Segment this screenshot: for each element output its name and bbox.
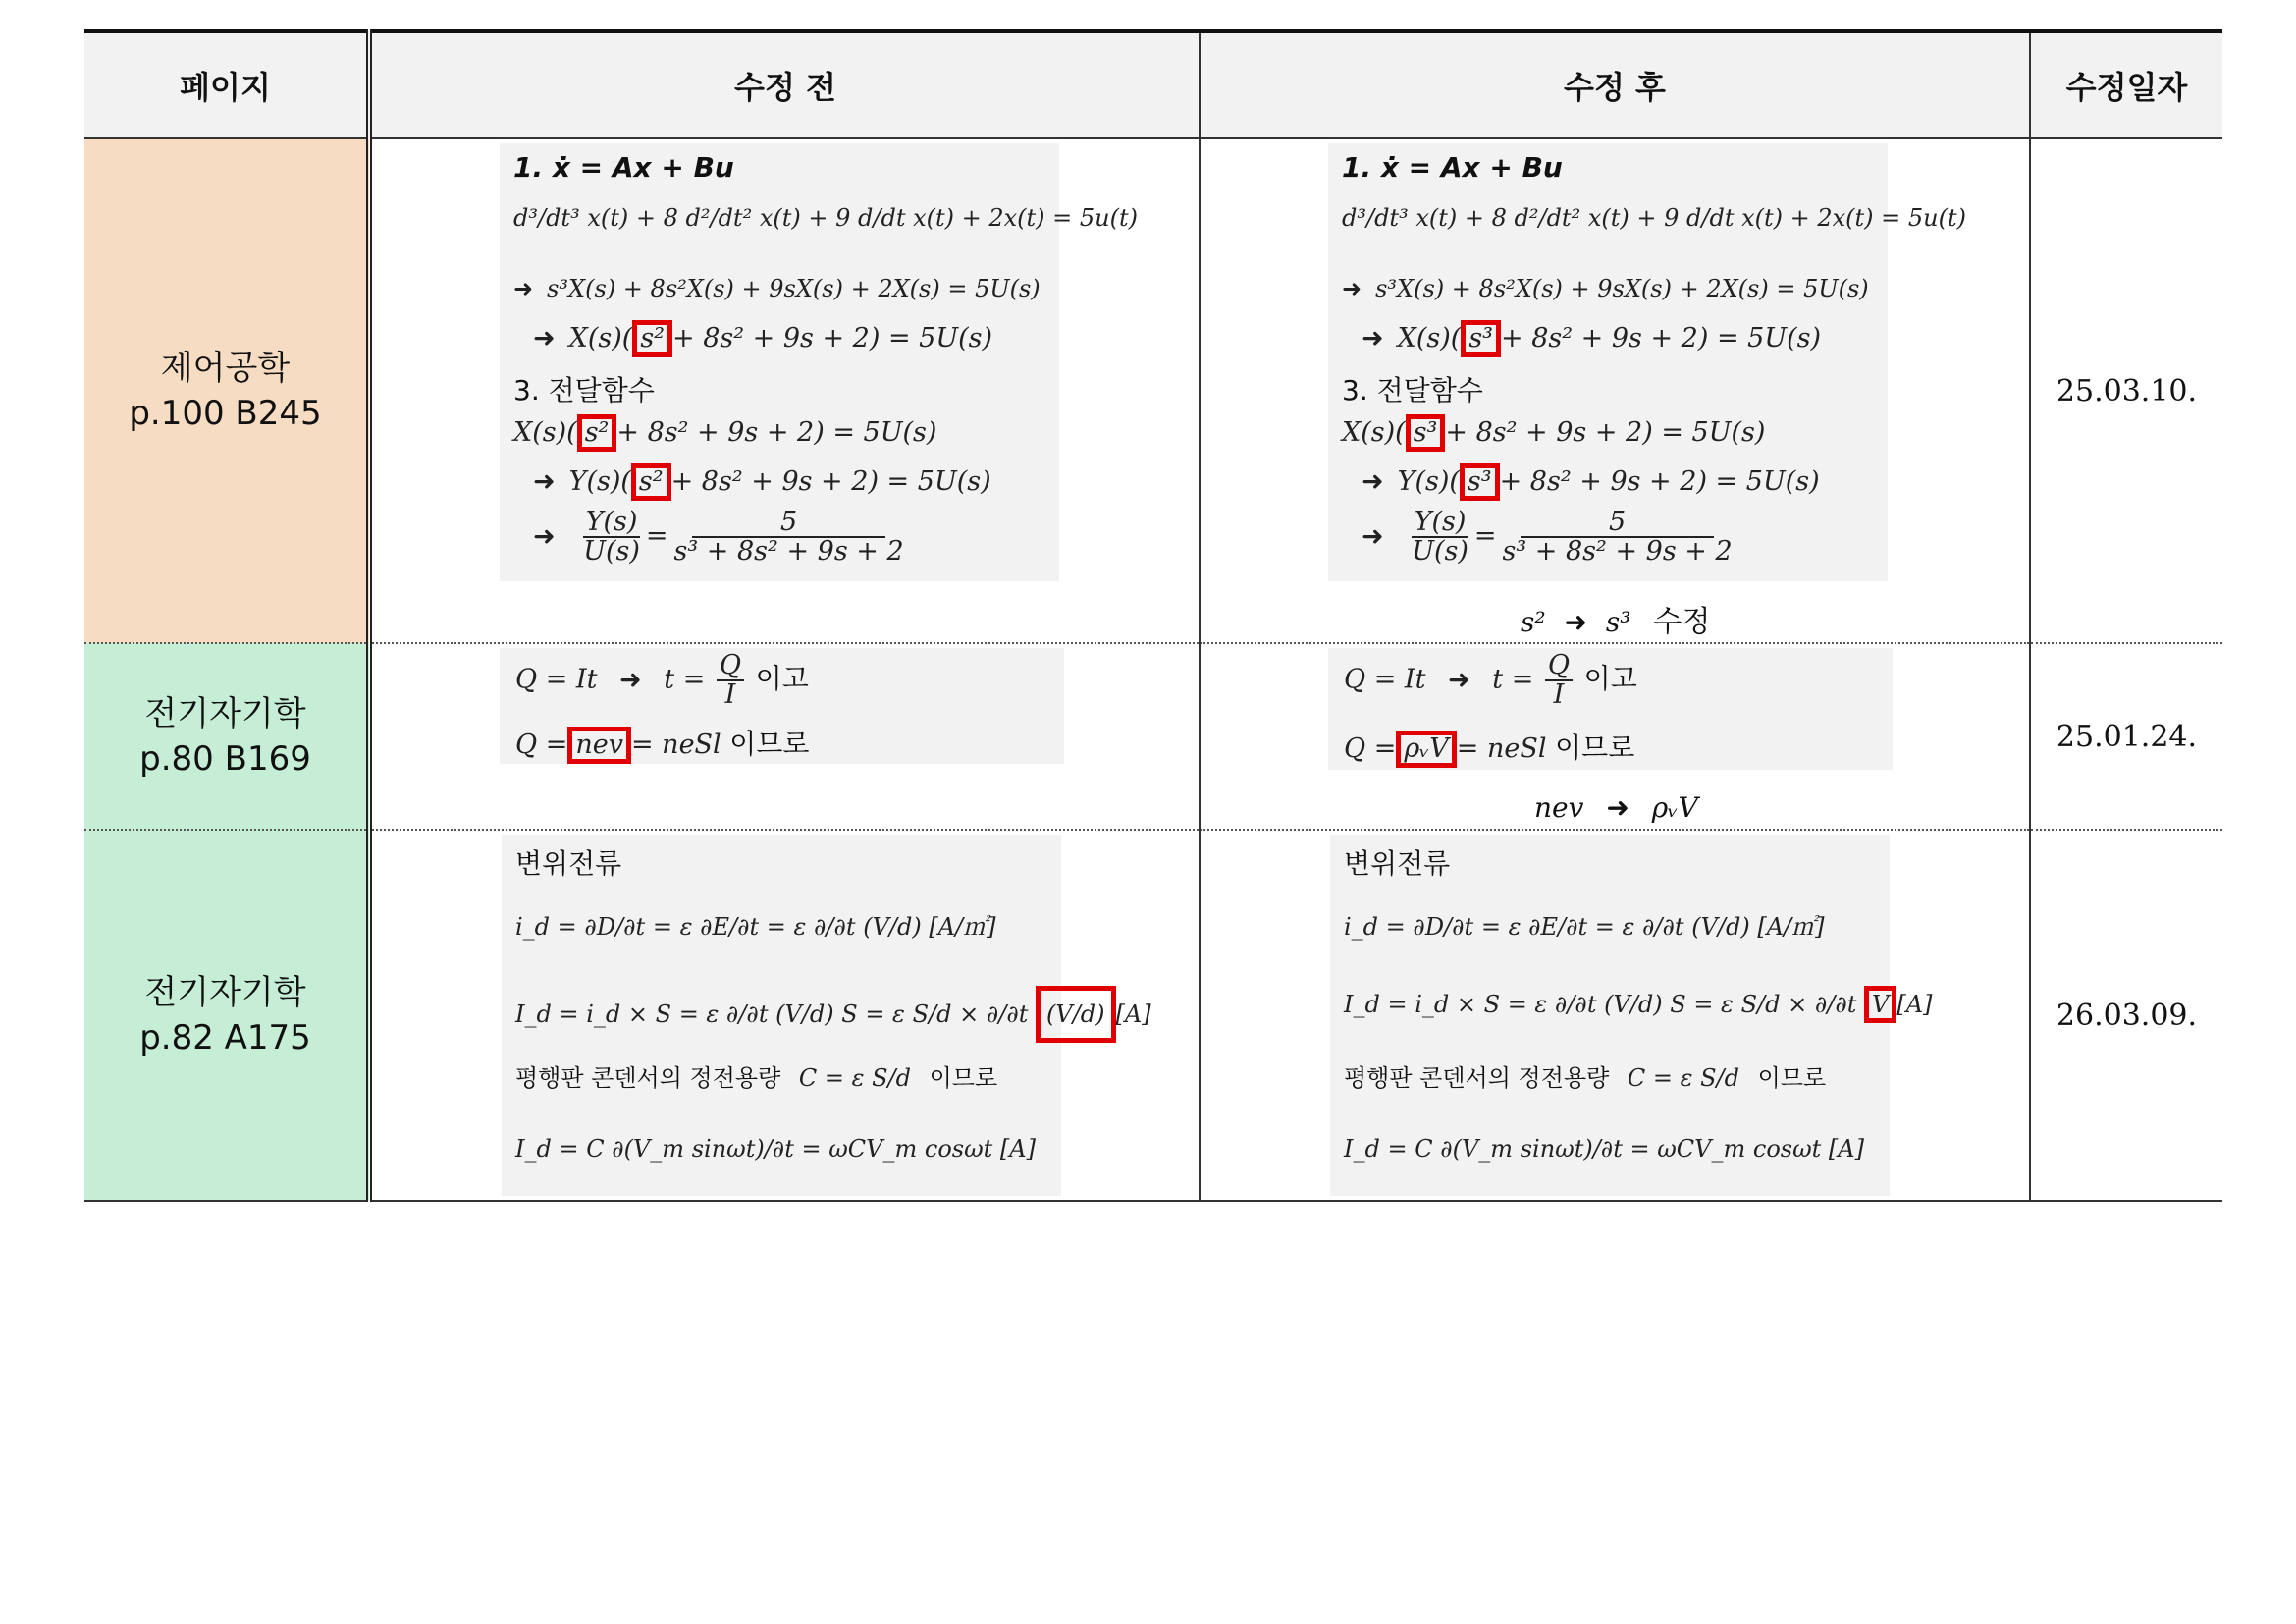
frac-num: Y(s) — [583, 509, 641, 538]
math-image-before — [502, 835, 1151, 1196]
frac-den: s³ + 8s² + 9s + 2 — [1502, 536, 1733, 567]
text-imeuro: 이므로 — [1757, 1064, 1827, 1092]
frac-den: I — [724, 679, 736, 710]
page-ref: p.100 B245 — [129, 394, 322, 433]
highlight-box: s³ — [1460, 463, 1500, 501]
text-imeuro: 이므로 — [729, 728, 810, 760]
subject-name: 제어공학 — [160, 349, 291, 388]
note-from: nev — [1534, 791, 1584, 824]
before-cell — [369, 830, 1200, 1201]
highlight-box: (V/d) — [1036, 986, 1116, 1043]
eq-suffix: + 8s² + 9s + 2) = 5U(s) — [1499, 466, 1820, 497]
before-cell — [369, 643, 1200, 830]
math-image-after — [1328, 648, 1893, 770]
table-row — [84, 830, 2222, 1201]
arrow-icon: ➜ — [533, 466, 556, 497]
header-after: 수정 후 — [1200, 31, 2030, 138]
highlight-box: s² — [632, 320, 672, 357]
transfer-fraction-right — [671, 509, 907, 566]
arrow-icon: ➜ — [1362, 520, 1384, 552]
header-row — [84, 31, 2222, 138]
eq-charge: Q = It — [515, 664, 598, 695]
differential-equation: d³/dt³ x(t) + 8 d²/dt² x(t) + 9 d/dt x(t) + 2x(t) = 5u(t) — [513, 204, 1138, 232]
eq-suffix: + 8s² + 9s + 2) = 5U(s) — [672, 323, 993, 353]
arrow-icon: ➜ — [1564, 606, 1587, 638]
state-equation: 1. ẋ = Ax + Bu — [513, 151, 734, 184]
transfer-fraction-left — [580, 509, 643, 566]
header-page: 페이지 — [84, 31, 369, 138]
frac-num: Y(s) — [1412, 509, 1469, 538]
eq-prefix: X(s)( — [568, 323, 633, 353]
highlight-box: s³ — [1461, 320, 1501, 357]
arrow-icon: ➜ — [1606, 791, 1629, 824]
frac-den: U(s) — [583, 536, 640, 567]
eq-suffix: [A] — [1115, 1001, 1151, 1028]
date-cell: 25.01.24. — [2030, 643, 2222, 830]
eq-prefix: I_d = i_d × S = ε ∂/∂t (V/d) S = ε S/d × ∂/∂t — [1344, 991, 1857, 1018]
frac-num: 5 — [1521, 509, 1714, 538]
arrow-icon: ➜ — [1342, 275, 1362, 302]
current-eq: I_d = C ∂(V_m sinωt)/∂t = ωCV_m cosωt [A] — [1344, 1135, 1864, 1163]
eq-prefix: Y(s)( — [1397, 466, 1460, 497]
arrow-icon: ➜ — [1362, 466, 1384, 497]
page-ref-cell — [84, 643, 369, 830]
laplace-equation: s³X(s) + 8s²X(s) + 9sX(s) + 2X(s) = 5U(s) — [547, 275, 1041, 302]
laplace-equation: s³X(s) + 8s²X(s) + 9sX(s) + 2X(s) = 5U(s) — [1375, 275, 1869, 302]
eq-capacitance: C = ε S/d — [1627, 1064, 1740, 1092]
frac-den: s³ + 8s² + 9s + 2 — [673, 536, 904, 567]
highlight-box: nev — [567, 727, 631, 764]
transfer-fraction-right — [1500, 509, 1735, 566]
table-row — [84, 643, 2222, 830]
fraction — [1545, 652, 1573, 709]
highlight-box: V — [1864, 986, 1896, 1023]
highlight-box: s² — [577, 414, 617, 452]
frac-den: I — [1553, 679, 1565, 710]
note-from: s² — [1521, 606, 1546, 638]
current-density-eq: i_d = ∂D/∂t = ε ∂E/∂t = ε ∂/∂t (V/d) [A/㎡] — [515, 913, 996, 941]
arrow-icon: ➜ — [619, 664, 642, 695]
math-image-after — [1330, 835, 1933, 1196]
fraction — [717, 652, 744, 709]
eq-charge: Q = It — [1344, 664, 1426, 695]
after-cell — [1200, 830, 2030, 1201]
frac-num: Q — [1545, 652, 1573, 681]
page-ref: p.82 A175 — [139, 1018, 311, 1057]
eq-suffix: + 8s² + 9s + 2) = 5U(s) — [1501, 323, 1822, 353]
current-eq: I_d = C ∂(V_m sinωt)/∂t = ωCV_m cosωt [A] — [515, 1135, 1036, 1163]
eq-suffix: = neSl — [1456, 733, 1547, 764]
eq-prefix: Q = — [1344, 733, 1397, 764]
table-row — [84, 138, 2222, 643]
subject-name: 전기자기학 — [144, 694, 306, 733]
eq-prefix: I_d = i_d × S = ε ∂/∂t (V/d) S = ε S/d × ∂/∂t — [515, 1001, 1029, 1028]
highlight-box: s² — [631, 463, 671, 501]
eq-time: t = — [664, 664, 706, 695]
arrow-icon: ➜ — [1362, 323, 1384, 353]
before-cell — [369, 138, 1200, 643]
section-displacement-current: 변위전류 — [1344, 847, 1451, 880]
differential-equation: d³/dt³ x(t) + 8 d²/dt² x(t) + 9 d/dt x(t) + 2x(t) = 5u(t) — [1342, 204, 1966, 232]
correction-note — [1521, 597, 1710, 640]
frac-den: U(s) — [1412, 536, 1468, 567]
highlight-box: ρᵥV — [1396, 731, 1456, 768]
page-ref-cell — [84, 138, 369, 643]
after-cell — [1200, 643, 2030, 830]
section-transfer-function: 3. 전달함수 — [513, 374, 655, 406]
errata-table — [84, 29, 2222, 1202]
text-igo: 이고 — [755, 662, 809, 695]
header-date: 수정일자 — [2030, 31, 2222, 138]
note-label: 수정 — [1653, 605, 1711, 639]
note-to: ρᵥV — [1651, 791, 1698, 824]
arrow-icon: ➜ — [533, 520, 556, 552]
header-before: 수정 전 — [369, 31, 1200, 138]
highlight-box: s³ — [1406, 414, 1446, 452]
date-cell: 25.03.10. — [2030, 138, 2222, 643]
after-cell — [1200, 138, 2030, 643]
text-capacitance: 평행판 콘덴서의 정전용량 — [515, 1064, 781, 1092]
subject-name: 전기자기학 — [144, 973, 306, 1012]
arrow-icon: ➜ — [1448, 664, 1470, 695]
eq-prefix: X(s)( — [1342, 417, 1406, 448]
eq-suffix: + 8s² + 9s + 2) = 5U(s) — [616, 417, 937, 448]
eq-prefix: Y(s)( — [568, 466, 631, 497]
eq-suffix: [A] — [1896, 991, 1933, 1018]
transfer-fraction-left — [1409, 509, 1471, 566]
eq-prefix: Q = — [515, 730, 568, 760]
text-capacitance: 평행판 콘덴서의 정전용량 — [1344, 1064, 1610, 1092]
section-transfer-function: 3. 전달함수 — [1342, 374, 1483, 406]
frac-num: Q — [717, 652, 744, 681]
correction-note — [1534, 791, 1698, 824]
current-density-eq: i_d = ∂D/∂t = ε ∂E/∂t = ε ∂/∂t (V/d) [A/㎡] — [1344, 913, 1825, 941]
eq-prefix: X(s)( — [513, 417, 577, 448]
errata-page — [84, 29, 2222, 1202]
text-imeuro: 이므로 — [1555, 731, 1635, 764]
eq-time: t = — [1492, 664, 1534, 695]
page-ref: p.80 B169 — [139, 739, 311, 779]
state-equation: 1. ẋ = Ax + Bu — [1342, 151, 1563, 184]
arrow-icon: ➜ — [533, 323, 556, 353]
text-imeuro: 이므로 — [929, 1064, 998, 1092]
eq-suffix: + 8s² + 9s + 2) = 5U(s) — [670, 466, 991, 497]
eq-suffix: + 8s² + 9s + 2) = 5U(s) — [1445, 417, 1766, 448]
section-displacement-current: 변위전류 — [515, 847, 622, 880]
frac-num: 5 — [692, 509, 885, 538]
page-ref-cell — [84, 830, 369, 1201]
math-image-before: 1. ẋ = Ax + Bu d³/dt³ x(t) + 8 d²/dt² x(t) + 9 d/dt x(t) + 2x(t) = 5u(t) ➜ s³X(s) + 8s²X(s) + 9sX(s) + 2X(s) = 5U(s) ➜ X(s)( s² + 8s² + 9s + 2) = 5U(s) 3. 전달함수 X(s)( s² + 8s² + 9s + 2) = 5U(s) ➜ Y(s)( s² + 8s² + 9s + 2) = 5U(s) ➜ $\frac{Y(s)}{U(s)}$ = $\frac{5}{\text{s³ + 8s² + 9s + 2}}$ — [500, 143, 1059, 581]
math-image-after: 1. ẋ = Ax + Bu d³/dt³ x(t) + 8 d²/dt² x(t) + 9 d/dt x(t) + 2x(t) = 5u(t) ➜ s³X(s) + 8s²X(s) + 9sX(s) + 2X(s) = 5U(s) ➜ X(s)( s³ + 8s² + 9s + 2) = 5U(s) 3. 전달함수 X(s)( s³ + 8s² + 9s + 2) = 5U(s) ➜ Y(s)( s³ + 8s² + 9s + 2) = 5U(s) ➜ $\frac{Y(s)}{U(s)}$ = $\frac{5}{\text{s³ + 8s² + 9s + 2}}$ — [1328, 143, 1888, 581]
text-igo: 이고 — [1583, 662, 1637, 695]
date-cell: 26.03.09. — [2030, 830, 2222, 1201]
math-image-before — [500, 648, 1064, 764]
eq-prefix: X(s)( — [1397, 323, 1462, 353]
eq-suffix: = neSl — [630, 730, 721, 760]
eq-capacitance: C = ε S/d — [798, 1064, 912, 1092]
note-to: s³ — [1605, 606, 1631, 638]
arrow-icon: ➜ — [513, 275, 534, 302]
